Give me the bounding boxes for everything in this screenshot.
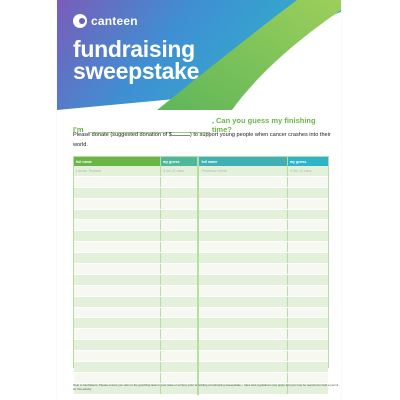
- guess-cell-1[interactable]: [160, 285, 198, 296]
- table-row: [74, 231, 328, 242]
- name-cell-1[interactable]: [74, 231, 160, 242]
- guess-cell-1[interactable]: [160, 209, 198, 220]
- header-my-guess-2: my guess: [287, 157, 328, 166]
- donation-text-start: Please donate (suggested donation of $: [73, 132, 172, 138]
- guess-cell-1[interactable]: [160, 253, 198, 264]
- guess-cell-1[interactable]: [160, 372, 198, 383]
- page-title: [73, 38, 199, 82]
- guess-cell-2[interactable]: [287, 209, 328, 220]
- guess-cell-1[interactable]: [160, 362, 198, 373]
- name-cell-2[interactable]: [198, 318, 287, 329]
- guess-cell-2[interactable]: [287, 307, 328, 318]
- table-header-row: [74, 157, 328, 166]
- table-row: [74, 176, 328, 187]
- table-row: [74, 242, 328, 253]
- guess-cell-1[interactable]: [160, 296, 198, 307]
- guess-cell-1[interactable]: [160, 351, 198, 362]
- name-cell-1[interactable]: [74, 318, 160, 329]
- table-row: [74, 187, 328, 198]
- guess-cell-1[interactable]: [160, 329, 198, 340]
- guess-question: , Can you guess my finishing time?: [211, 116, 316, 134]
- name-cell-2[interactable]: [198, 274, 287, 285]
- guess-cell-1[interactable]: [160, 198, 198, 209]
- guess-cell-1[interactable]: [160, 264, 198, 275]
- name-cell-2[interactable]: [198, 296, 287, 307]
- guess-cell-2[interactable]: [287, 351, 328, 362]
- name-cell-2[interactable]: [198, 340, 287, 351]
- name-cell-1[interactable]: [74, 351, 160, 362]
- guess-cell-2[interactable]: [287, 274, 328, 285]
- name-cell-1[interactable]: [74, 176, 160, 187]
- name-cell-2[interactable]: [198, 372, 287, 383]
- table-row: [74, 329, 328, 340]
- sweepstake-sheet: [57, 0, 341, 400]
- guess-cell-2[interactable]: [287, 264, 328, 275]
- name-cell-1[interactable]: [74, 372, 160, 383]
- name-cell-2[interactable]: [198, 329, 287, 340]
- name-cell-2[interactable]: [198, 351, 287, 362]
- guess-cell-1[interactable]: [160, 220, 198, 231]
- name-cell-1[interactable]: [74, 285, 160, 296]
- name-cell-1[interactable]: [74, 253, 160, 264]
- guess-cell-2[interactable]: [287, 253, 328, 264]
- guess-cell-2[interactable]: [287, 187, 328, 198]
- name-cell-1[interactable]: [74, 274, 160, 285]
- name-cell-1[interactable]: [74, 307, 160, 318]
- name-cell-2[interactable]: [198, 362, 287, 373]
- name-cell-2[interactable]: [198, 264, 287, 275]
- guess-cell-1[interactable]: [160, 274, 198, 285]
- guess-cell-2[interactable]: [287, 285, 328, 296]
- title-line-2: sweepstake: [73, 58, 200, 84]
- table-row: [74, 296, 328, 307]
- example-name-2[interactable]: Professor Annie: [198, 166, 287, 176]
- guess-cell-2[interactable]: [287, 198, 328, 209]
- guess-cell-2[interactable]: [287, 318, 328, 329]
- header-full-name-2: full name: [198, 157, 287, 166]
- name-cell-2[interactable]: [198, 198, 287, 209]
- table-row: [74, 318, 328, 329]
- name-cell-1[interactable]: [74, 198, 160, 209]
- guess-cell-2[interactable]: [287, 296, 328, 307]
- guess-cell-2[interactable]: [287, 242, 328, 253]
- guess-cell-2[interactable]: [287, 340, 328, 351]
- name-cell-1[interactable]: [74, 340, 160, 351]
- name-cell-1[interactable]: [74, 209, 160, 220]
- guess-cell-2[interactable]: [287, 362, 328, 373]
- table-row: [74, 307, 328, 318]
- guess-table: [74, 157, 328, 395]
- name-cell-1[interactable]: [74, 264, 160, 275]
- table-row: [74, 220, 328, 231]
- name-cell-1[interactable]: [74, 242, 160, 253]
- guess-cell-2[interactable]: [287, 220, 328, 231]
- donation-text-end: ) to support young people when cancer crashes into their world.: [73, 132, 331, 148]
- name-cell-2[interactable]: [198, 209, 287, 220]
- header-full-name-1: full name: [74, 157, 160, 166]
- table-row: [74, 274, 328, 285]
- guess-cell-1[interactable]: [160, 318, 198, 329]
- name-cell-2[interactable]: [198, 231, 287, 242]
- guess-cell-2[interactable]: [287, 176, 328, 187]
- guess-table-frame: [73, 156, 329, 368]
- title-line-1: fundraising: [73, 36, 195, 62]
- brand-name: canteen: [91, 14, 138, 28]
- name-cell-1[interactable]: [74, 329, 160, 340]
- example-guess-2[interactable]: 4 hrs 13 mins: [287, 166, 328, 176]
- canteen-logo: [73, 14, 138, 28]
- table-row: [74, 351, 328, 362]
- table-row: [74, 362, 328, 373]
- table-body: [74, 166, 328, 394]
- guess-cell-2[interactable]: [287, 329, 328, 340]
- name-cell-2[interactable]: [198, 307, 287, 318]
- name-cell-1[interactable]: [74, 187, 160, 198]
- name-cell-1[interactable]: [74, 220, 160, 231]
- guess-cell-1[interactable]: [160, 231, 198, 242]
- guess-cell-1[interactable]: [160, 176, 198, 187]
- table-row: [74, 372, 328, 383]
- table-row: [74, 285, 328, 296]
- header-my-guess-1: my guess: [160, 157, 198, 166]
- example-name-1[interactable]: Lauren Tennant: [74, 166, 160, 176]
- name-cell-2[interactable]: [198, 242, 287, 253]
- table-row: [74, 264, 328, 275]
- guess-cell-1[interactable]: [160, 340, 198, 351]
- donation-text: [73, 130, 335, 150]
- name-cell-1[interactable]: [74, 362, 160, 373]
- guess-cell-1[interactable]: [160, 242, 198, 253]
- guess-cell-2[interactable]: [287, 231, 328, 242]
- donation-amount-blank[interactable]: [172, 135, 190, 136]
- guess-cell-1[interactable]: [160, 307, 198, 318]
- name-cell-2[interactable]: [198, 285, 287, 296]
- name-cell-2[interactable]: [198, 253, 287, 264]
- name-cell-2[interactable]: [198, 176, 287, 187]
- table-row: [74, 253, 328, 264]
- canteen-logo-icon: [73, 14, 87, 28]
- table-row-example: [74, 166, 328, 176]
- table-row: [74, 340, 328, 351]
- footer-note: Note to fundraisers: Please ensure you refer to the gambling laws in your state or territory prior to holding a fundraising sweepstake – rules and regulations may apply and you may be required to hold a permit for this activity.: [73, 383, 339, 391]
- name-cell-2[interactable]: [198, 220, 287, 231]
- table-row: [74, 198, 328, 209]
- name-cell-2[interactable]: [198, 187, 287, 198]
- guess-cell-1[interactable]: [160, 187, 198, 198]
- table-row: [74, 209, 328, 220]
- guess-cell-2[interactable]: [287, 372, 328, 383]
- im-prefix: I'm: [73, 125, 84, 134]
- example-guess-1[interactable]: 4 hrs 11 mins: [160, 166, 198, 176]
- name-cell-1[interactable]: [74, 296, 160, 307]
